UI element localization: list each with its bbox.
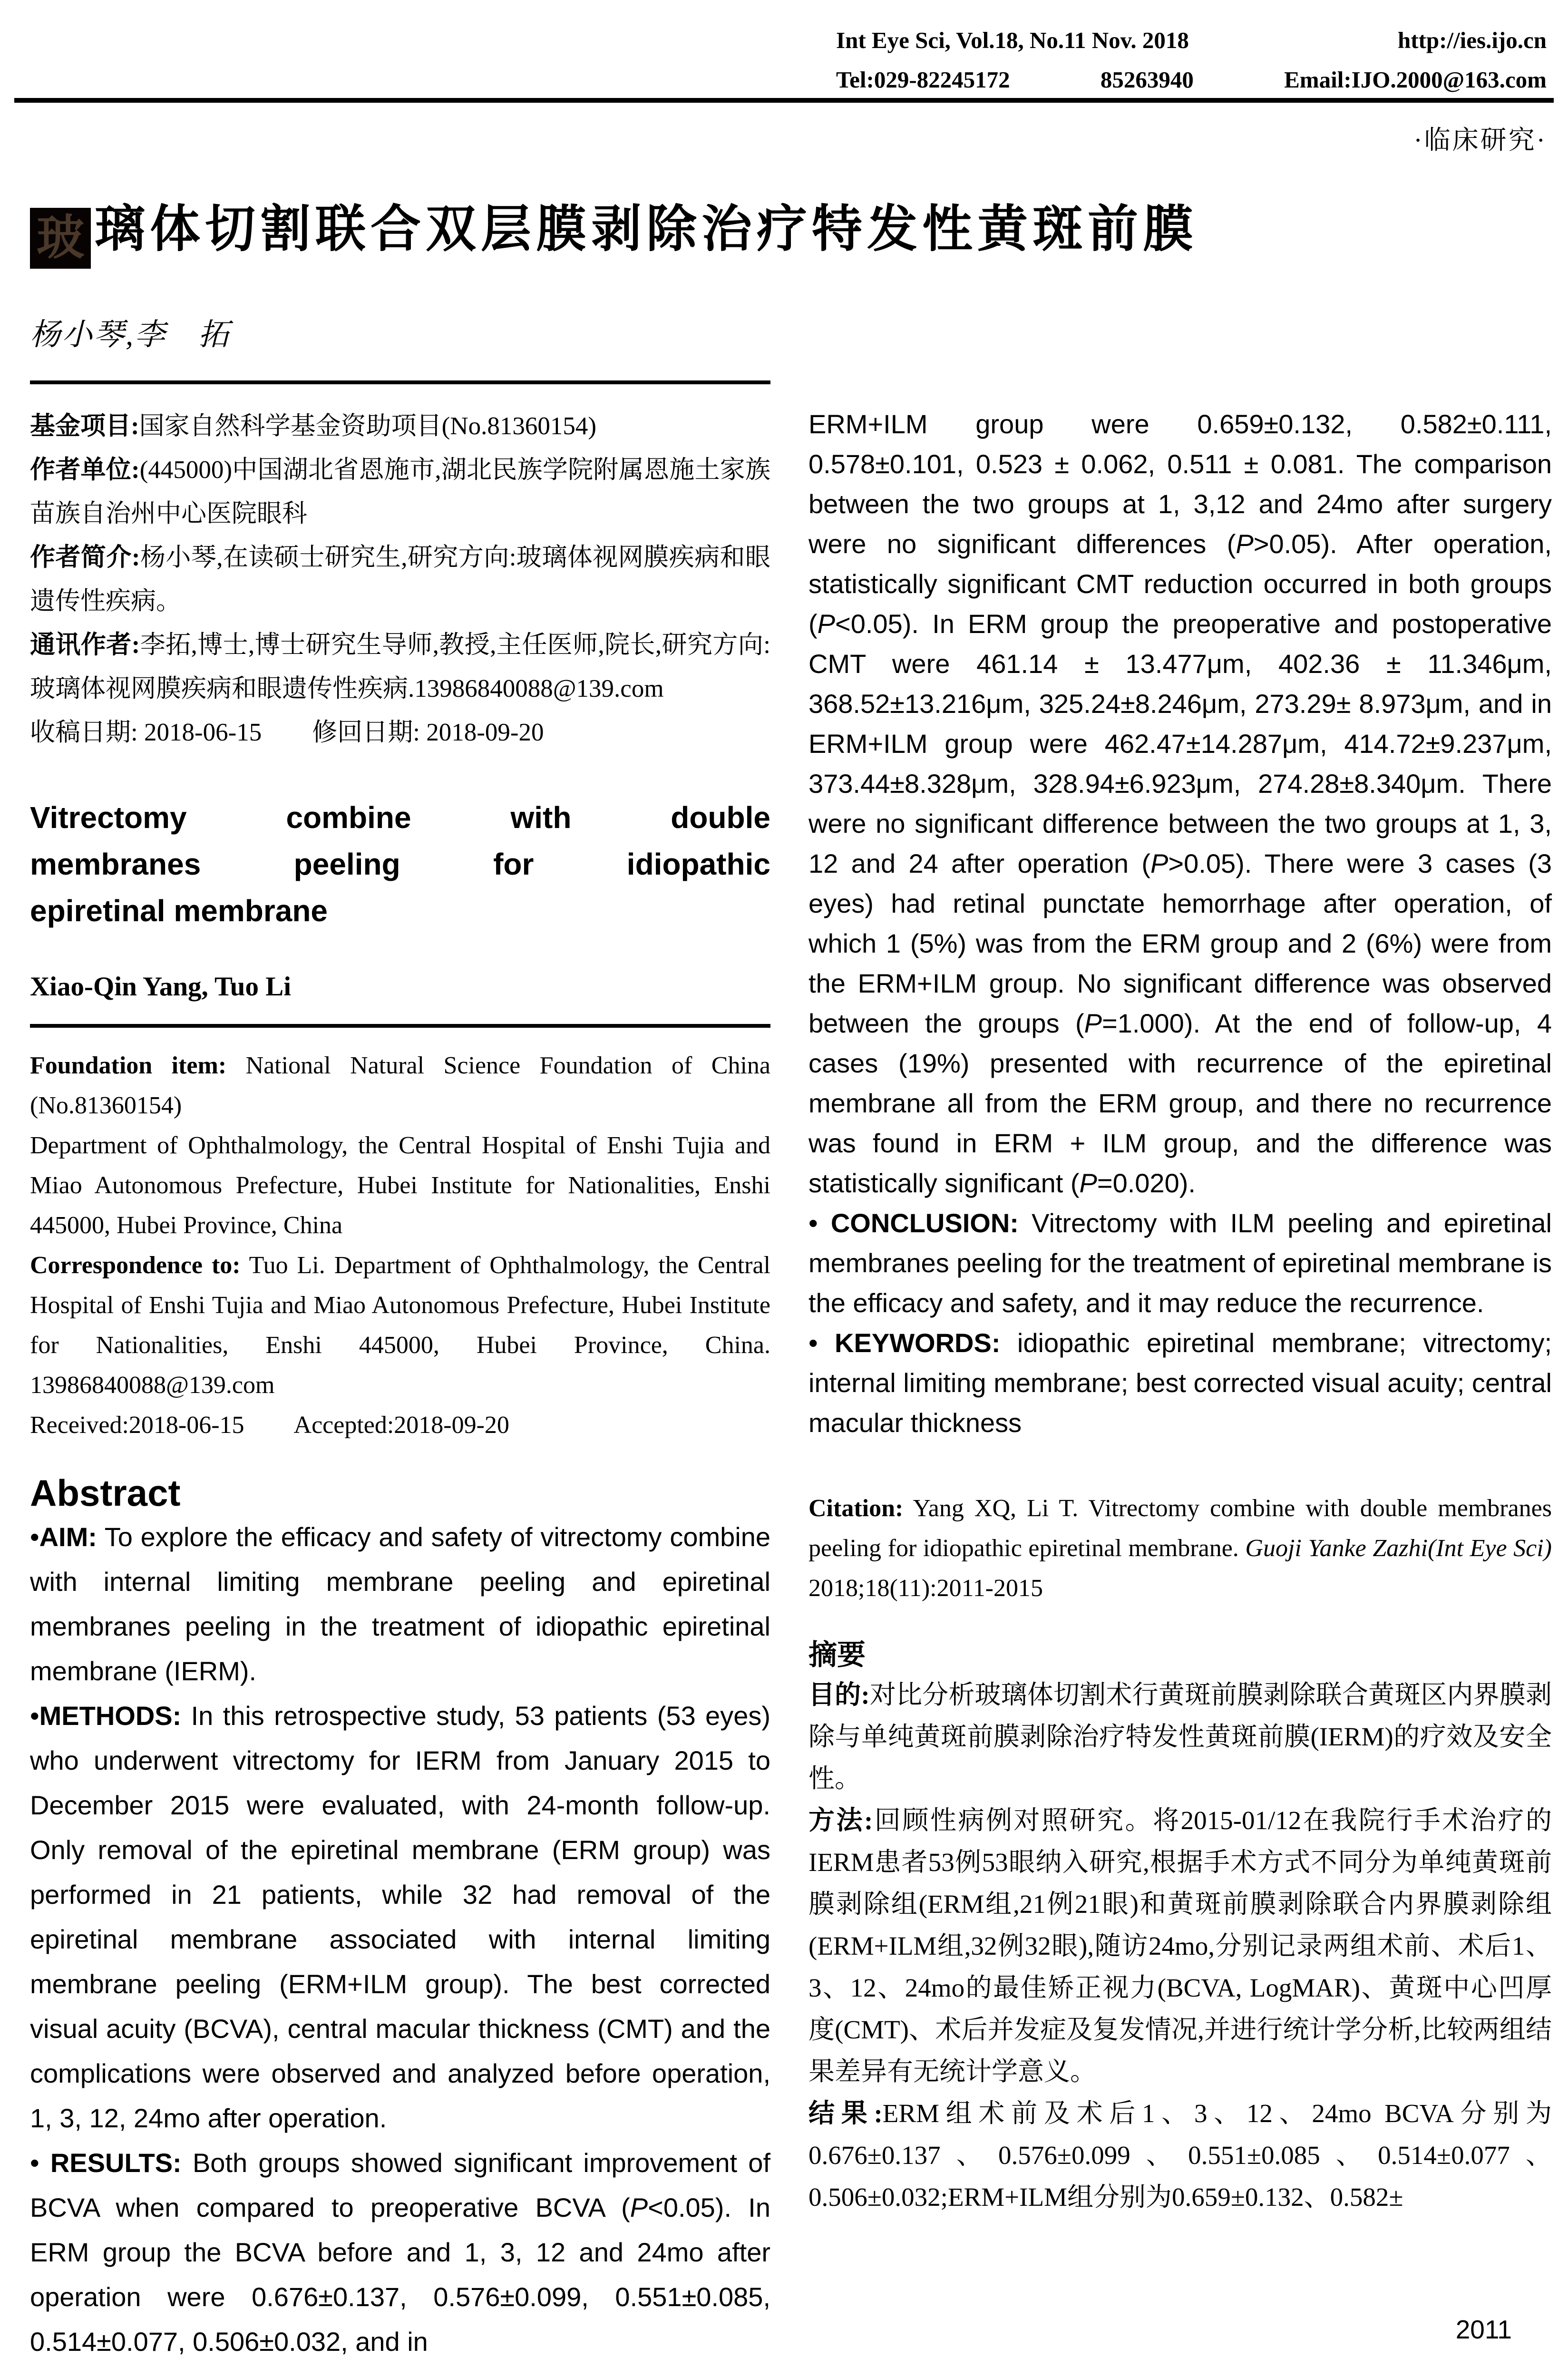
text-run: • xyxy=(30,2148,50,2178)
text-run: Citation: xyxy=(808,1495,904,1522)
text-run: AIM: xyxy=(39,1522,97,1552)
article-title-en xyxy=(30,794,770,934)
abstract-heading: Abstract xyxy=(30,1472,181,1514)
text-run: In this retrospective study, 53 patients (53 eyes) who underwent vitrectomy for IERM from January 2015 to December 2015 were evaluated, with 24-month follow-up. Only removal of the epiretinal membrane (ERM group) was performed in 21 patients, while 32 had removal of the epiretinal membrane associated with internal limiting membrane peeling (ERM+ILM group). The best corrected visual acuity (BCVA), central macular thickness (CMT) and the complications were observed and analyzed before operation, 1, 3, 12, 24mo after operation. xyxy=(30,1701,770,2133)
text-run: 通讯作者: xyxy=(30,631,140,659)
authors-cn: 杨小琴,李 拓 xyxy=(30,318,230,351)
paragraph xyxy=(30,404,770,448)
text-run: P xyxy=(630,2192,648,2222)
abstract-body-left xyxy=(30,1515,770,2364)
text-run: 基金项目: xyxy=(30,412,139,440)
text-run: 收稿日期: 2018-06-15 修回日期: 2018-09-20 xyxy=(30,719,544,746)
text-run: 作者单位: xyxy=(30,456,140,484)
text-run: METHODS: xyxy=(39,1701,182,1731)
text-run: 2018;18(11):2011-2015 xyxy=(808,1575,1043,1602)
text-run: <0.05). In ERM group the preoperative and postoperative CMT were 461.14 ± 13.477μm, 402.36 ± 11.346μm, 368.52±13.216μm, 325.24±8.246μm, 273.29± 8.973μm, and in ERM+ILM group were 462.47±14.287μm, 414.72±9.237μm, 373.44±8.328μm, 328.94±6.923μm, 274.28±8.340μm. There were no significant difference between the two groups at 1, 3, 12 and 24 after operation ( xyxy=(808,609,1552,878)
text-run: KEYWORDS: xyxy=(835,1328,1001,1358)
english-meta-block xyxy=(30,1046,770,1445)
citation-block xyxy=(808,1489,1552,1608)
masthead-line-2 xyxy=(836,66,1547,93)
page-number: 2011 xyxy=(1455,2315,1512,2344)
journal-masthead xyxy=(836,27,1547,93)
text-run: 结果: xyxy=(808,2099,883,2128)
authors-en: Xiao-Qin Yang, Tuo Li xyxy=(30,972,292,1002)
right-column xyxy=(808,404,1552,2218)
paragraph xyxy=(30,1405,770,1445)
text-run: Foundation item: xyxy=(30,1052,227,1079)
paragraph xyxy=(30,1046,770,1126)
text-run: 目的: xyxy=(808,1680,870,1709)
paragraph xyxy=(30,536,770,623)
paragraph xyxy=(808,2093,1552,2218)
journal-website: http://ies.ijo.cn xyxy=(1397,27,1547,53)
text-run: • xyxy=(30,1522,39,1552)
text-run: 国家自然科学基金资助项目(No.81360154) xyxy=(139,412,596,440)
text-run: 李拓,博士,博士研究生导师,教授,主任医师,院长,研究方向:玻璃体视网膜疾病和眼遗传性疾病.13986840088@139.com xyxy=(30,631,770,702)
paragraph xyxy=(30,1694,770,2141)
text-run: P xyxy=(1150,848,1169,878)
column-rule xyxy=(30,1024,770,1028)
abstract-body-right xyxy=(808,404,1552,1443)
text-run: • xyxy=(808,1208,831,1238)
paragraph xyxy=(808,1489,1552,1608)
text-run: 作者简介: xyxy=(30,544,140,571)
masthead-rule xyxy=(14,98,1554,103)
paragraph xyxy=(808,1323,1552,1443)
chinese-abstract-heading: 摘要 xyxy=(808,1639,866,1671)
text-run: <0.05). In ERM group the BCVA before and 1, 3, 12 and 24mo after operation were 0.676±0.137, 0.576±0.099, 0.551±0.085, 0.514±0.077, 0.506±0.032, and in xyxy=(30,2192,770,2357)
text-run: 回顾性病例对照研究。将2015-01/12在我院行手术治疗的IERM患者53例53眼纳入研究,根据手术方式不同分为单纯黄斑前膜剥除组(ERM组,21例21眼)和黄斑前膜剥除联合内界膜剥除组(ERM+ILM组,32例32眼),随访24mo,分别记录两组术前、术后1、3、12、24mo的最佳矫正视力(BCVA, LogMAR)、黄斑中心凹厚度(CMT)、术后并发症及复发情况,并进行统计学分析,比较两组结果差异有无统计学意义。 xyxy=(808,1806,1552,2086)
text-run: 杨小琴,在读硕士研究生,研究方向:玻璃体视网膜疾病和眼遗传性疾病。 xyxy=(30,544,770,615)
paragraph xyxy=(30,1246,770,1405)
text-run: National Natural Science Foundation of China (No.81360154) xyxy=(30,1052,771,1119)
text-run: 方法: xyxy=(808,1806,873,1835)
text-run: >0.05). After operation, statistically significant CMT reduction occurred in both groups ( xyxy=(808,529,1552,639)
text-run: Received:2018-06-15 Accepted:2018-09-20 xyxy=(30,1412,509,1439)
title-line: membranes peeling for idiopathic xyxy=(30,847,770,881)
chinese-abstract-body xyxy=(808,1674,1552,2218)
paragraph xyxy=(30,1515,770,1694)
paragraph xyxy=(808,404,1552,1203)
paragraph xyxy=(30,623,770,711)
paragraph xyxy=(30,711,770,754)
text-run: (445000)中国湖北省恩施市,湖北民族学院附属恩施土家族苗族自治州中心医院眼科 xyxy=(30,456,770,527)
chinese-footnote-block xyxy=(30,404,770,754)
text-run: Vitrectomy with ILM peeling and epiretinal membranes peeling for the treatment of epiretinal membrane is the efficacy and safety, and it may reduce the recurrence. xyxy=(808,1208,1552,1318)
paragraph xyxy=(808,1203,1552,1323)
journal-telephone-2: 85263940 xyxy=(1100,67,1194,93)
left-column xyxy=(30,404,770,2364)
title-text: 璃体切割联合双层膜剥除治疗特发性黄斑前膜 xyxy=(95,202,1198,257)
text-run: =1.000). At the end of follow-up, 4 cases (19%) presented with recurrence of the epiretinal membrane all from the ERM group, and there no recurrence was found in ERM + ILM group, and the difference was statistically significant ( xyxy=(808,1008,1552,1198)
text-run: ERM组术前及术后1、3、12、24mo BCVA分别为0.676±0.137、0.576±0.099、0.551±0.085、0.514±0.077、0.506±0.032;ERM+ILM组分别为0.659±0.132、0.582± xyxy=(808,2099,1552,2211)
section-label: ·临床研究· xyxy=(1413,126,1547,155)
text-run: P xyxy=(1084,1008,1102,1038)
text-run: ERM+ILM group were 0.659±0.132, 0.582±0.111, 0.578±0.101, 0.523 ± 0.062, 0.511 ± 0.081. The comparison between the two groups at 1, 3,12 and 24mo after surgery were no significant differences ( xyxy=(808,409,1552,559)
masthead-line-1 xyxy=(836,27,1547,54)
journal-email: Email:IJO.2000@163.com xyxy=(1284,67,1547,93)
text-run: >0.05). There were 3 cases (3 eyes) had retinal punctate hemorrhage after operation, of which 1 (5%) was from the ERM group and 2 (6%) were from the ERM+ILM group. No significant difference was observed between the groups ( xyxy=(808,848,1552,1038)
text-run: RESULTS: xyxy=(50,2148,182,2178)
text-run: • xyxy=(808,1328,835,1358)
text-run: CONCLUSION: xyxy=(830,1208,1019,1238)
text-run: To explore the efficacy and safety of vitrectomy combine with internal limiting membrane peeling and epiretinal membranes peeling in the treatment of idiopathic epiretinal membrane (IERM). xyxy=(30,1522,770,1686)
text-run: Guoji Yanke Zazhi(Int Eye Sci) xyxy=(1245,1535,1552,1562)
article-title-cn xyxy=(30,199,1538,269)
title-dropcap: 玻 xyxy=(30,208,91,269)
footnote-rule xyxy=(30,380,770,384)
text-run: Correspondence to: xyxy=(30,1252,241,1279)
text-run: Both groups showed significant improvement of BCVA when compared to preoperative BCVA ( xyxy=(30,2148,771,2222)
title-line: epiretinal membrane xyxy=(30,894,328,928)
paragraph xyxy=(30,1126,770,1246)
text-run: P xyxy=(817,609,836,639)
text-run: • xyxy=(30,1701,39,1731)
paragraph xyxy=(808,1800,1552,2093)
title-line: Vitrectomy combine with double xyxy=(30,800,770,835)
text-run: Department of Ophthalmology, the Central Hospital of Enshi Tujia and Miao Autonomous Prefecture, Hubei Institute for Nationalities, Enshi 445000, Hubei Province, China xyxy=(30,1132,770,1239)
paragraph xyxy=(30,2141,770,2364)
journal-volume-info: Int Eye Sci, Vol.18, No.11 Nov. 2018 xyxy=(836,27,1189,53)
text-run: P xyxy=(1236,529,1254,559)
text-run: P xyxy=(1079,1168,1097,1198)
paragraph xyxy=(30,448,770,536)
journal-telephone: Tel:029-82245172 xyxy=(836,67,1010,93)
paragraph xyxy=(808,1674,1552,1800)
text-run: Tuo Li. Department of Ophthalmology, the Central Hospital of Enshi Tujia and Miao Autonomous Prefecture, Hubei Institute for Nationalities, Enshi 445000, Hubei Province, China. 13986840088@139.com xyxy=(30,1252,770,1399)
text-run: =0.020). xyxy=(1097,1168,1196,1198)
text-run: Yang XQ, Li T. Vitrectomy combine with double membranes peeling for idiopathic epiretinal membrane. xyxy=(808,1495,1552,1562)
text-run: 对比分析玻璃体切割术行黄斑前膜剥除联合黄斑区内界膜剥除与单纯黄斑前膜剥除治疗特发性黄斑前膜(IERM)的疗效及安全性。 xyxy=(808,1680,1552,1793)
text-run: idiopathic epiretinal membrane; vitrectomy; internal limiting membrane; best corrected visual acuity; central macular thickness xyxy=(808,1328,1552,1438)
